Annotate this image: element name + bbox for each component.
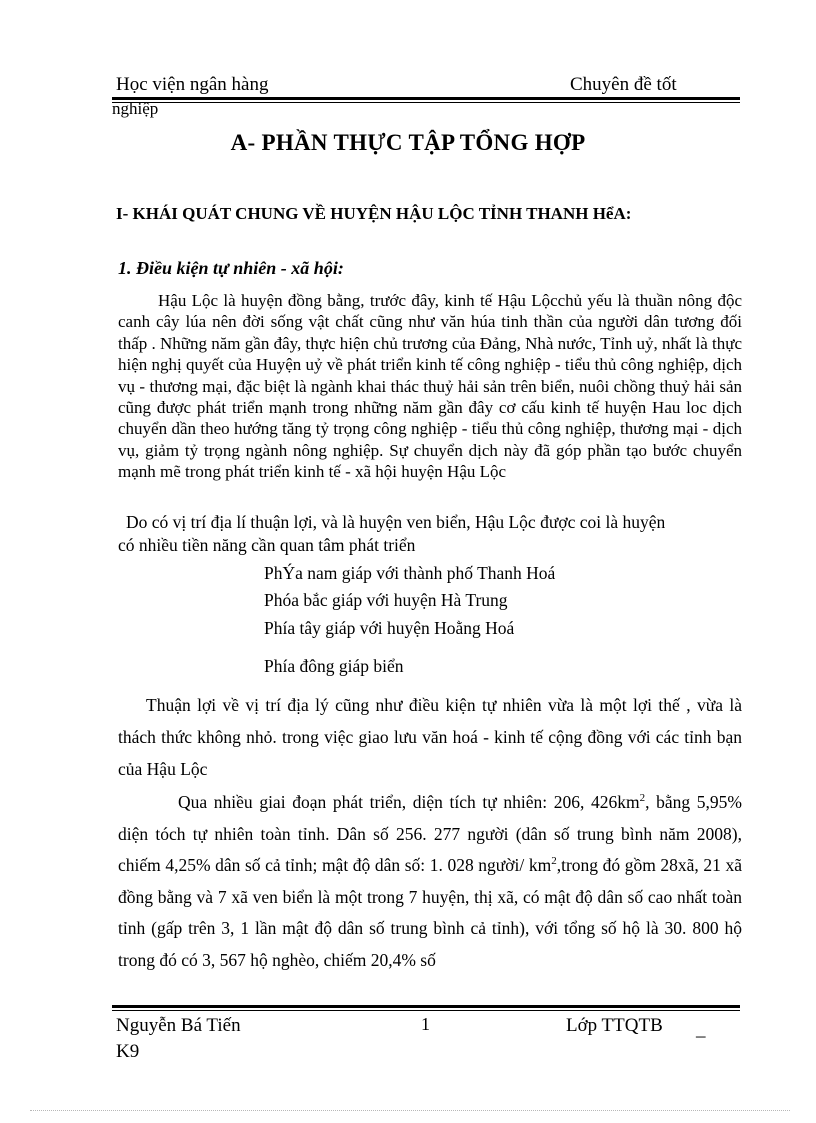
stats-superscript-1: 2 bbox=[639, 792, 646, 805]
footer-rule-thin bbox=[112, 1010, 740, 1011]
section-heading: I- KHÁI QUÁT CHUNG VỀ HUYỆN HẬU LỘC TỈNH THANH HểA: bbox=[116, 204, 632, 223]
paragraph-advantages: Thuận lợi về vị trí địa lý cũng như điều kiện tự nhiên vừa là một lợi thế , vừa là thách thức không nhỏ. trong việc giao lưu văn hoá - kinh tế cộng đồng với các tỉnh bạn của Hậu Lộc bbox=[118, 695, 742, 779]
header-right: Chuyên đề tốt bbox=[570, 74, 677, 95]
border-east: Phía đông giáp biển bbox=[264, 656, 404, 676]
footer-mark: _ bbox=[696, 1019, 706, 1040]
footer-author: Nguyễn Bá Tiến bbox=[116, 1015, 241, 1036]
border-north: Phóa bắc giáp với huyện Hà Trung bbox=[264, 590, 508, 610]
page-bottom-dotted-line bbox=[30, 1110, 790, 1111]
subsection-heading: 1. Điều kiện tự nhiên - xã hội: bbox=[118, 258, 344, 278]
position-line-2: có nhiều tiền năng cần quan tâm phát triển bbox=[118, 535, 416, 555]
border-west: Phía tây giáp với huyện Hoằng Hoá bbox=[264, 618, 515, 638]
footer-cohort: K9 bbox=[116, 1041, 140, 1062]
header-continuation: nghiệp bbox=[112, 99, 159, 118]
page-number: 1 bbox=[421, 1014, 430, 1034]
footer-class: Lớp TTQTB bbox=[566, 1015, 663, 1036]
border-south: PhÝa nam giáp với thành phố Thanh Hoá bbox=[264, 563, 556, 583]
position-line-1: Do có vị trí địa lí thuận lợi, và là huyện ven biển, Hậu Lộc được coi là huyện bbox=[126, 512, 666, 532]
paragraph-statistics bbox=[118, 787, 742, 977]
stats-text-c: ,trong đó gồm 28xã, 21 xã đồng bằng và 7 xã ven biển là một trong 7 huyện, thị xã, có mật độ dân số cao nhất toàn tỉnh (gấp trên 3, 1 lần mật độ dân số trung bình cả tỉnh), với tổng số hộ là 30. 800 hộ trong đó có 3, 567 hộ nghèo, chiếm 20,4% số bbox=[118, 855, 743, 970]
paragraph-overview: Hậu Lộc là huyện đồng bằng, trước đây, kinh tế Hậu Lộcchủ yếu là thuần nông độc canh cây lúa nên đời sống vật chất cũng như văn húa tinh thần của người dân tương đối thấp . Những năm gần đây, thực hiện chủ trương của Đảng, Nhà nước, Tỉnh uỷ, nhất là thực hiện nghị quyết của Huyện uỷ về phát triển kinh tế công nghiệp - tiểu thủ công nghiệp, dịch vụ - thương mại, đặc biệt là ngành khai thác thuỷ hải sản trên biển, nuôi chồng thuỷ hải sản cũng được phát triển mạnh trong những năm gần đây cơ cấu kinh tế huyện Hau loc dịch chuyển dần theo hướng tăng tỷ trọng công nghiệp - tiểu thủ công nghiệp, thương mại - dịch vụ, giảm tỷ trọng ngành nông nghiệp. Sự chuyển dịch này đã góp phần tạo bước chuyển mạnh mẽ trong phát triển kinh tế - xã hội huyện Hậu Lộc bbox=[118, 291, 742, 482]
stats-superscript-2: 2 bbox=[551, 855, 557, 868]
footer-rule-thick bbox=[112, 1005, 740, 1008]
stats-text-b: , bằng 5,95% diện tóch tự nhiên toàn tỉnh. Dân số 256. 277 người (dân số trung bình năm 2008), chiếm 4,25% dân số cả tỉnh; mật độ dân số: 1. 028 người/ km bbox=[118, 792, 742, 876]
header-left: Học viện ngân hàng bbox=[116, 74, 269, 95]
header-rule-thick bbox=[112, 97, 740, 100]
page-title: A- PHẦN THỰC TẬP TỔNG HỢP bbox=[230, 130, 586, 155]
header-rule-thin bbox=[112, 102, 740, 103]
stats-text-a: Qua nhiều giai đoạn phát triển, diện tích tự nhiên: 206, 426km bbox=[178, 792, 640, 812]
